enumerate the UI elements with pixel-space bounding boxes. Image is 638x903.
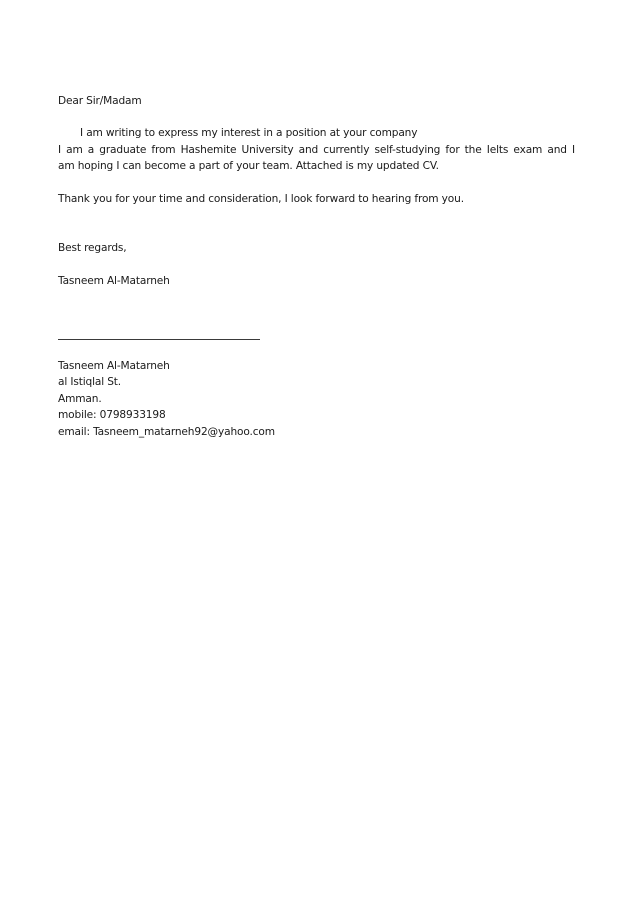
signature-rule [58, 339, 260, 340]
closing: Best regards, [58, 242, 127, 254]
paragraph-1-line-2: I am a graduate from Hashemite University and currently self-studying for the Ielts exam and I [58, 144, 575, 156]
contact-email: email: Tasneem_matarneh92@yahoo.com [58, 426, 275, 438]
salutation: Dear Sir/Madam [58, 95, 142, 107]
paragraph-2: Thank you for your time and consideration, I look forward to hearing from you. [58, 193, 464, 205]
contact-street: al Istiqlal St. [58, 376, 122, 388]
signature-name: Tasneem Al-Matarneh [58, 275, 170, 287]
contact-mobile: mobile: 0798933198 [58, 409, 166, 421]
contact-name: Tasneem Al-Matarneh [58, 360, 170, 372]
paragraph-1-line-1: I am writing to express my interest in a position at your company [80, 127, 418, 139]
paragraph-1-line-3: am hoping I can become a part of your team. Attached is my updated CV. [58, 160, 439, 172]
contact-city: Amman. [58, 393, 102, 405]
